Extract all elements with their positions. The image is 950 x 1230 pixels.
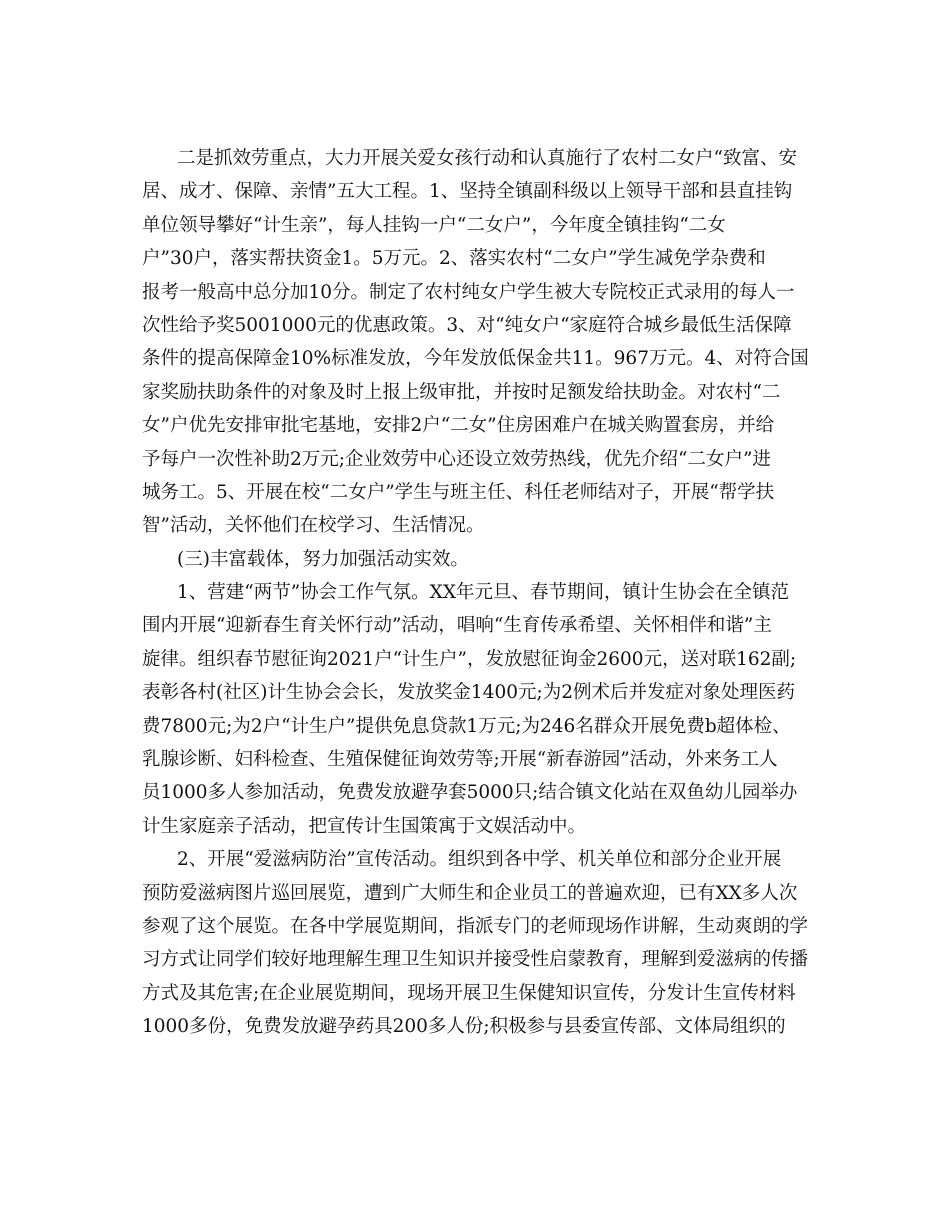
text-line: 1000多份，免费发放避孕药具200多人份;积极参与县委宣传部、文体局组织的 [142,1016,786,1038]
text-line: (三)丰富载体，努力加强活动实效。 [177,548,469,570]
document-body [142,142,817,1044]
text-line: 方式及其危害;在企业展览期间，现场开展卫生保健知识宣传，分发计生宣传材料 [142,982,796,1004]
text-line: 旋律。组织春节慰征询2021户“计生户”，发放慰征询金2600元，送对联162副; [142,648,797,670]
text-line: 次性给予奖5001000元的优惠政策。3、对“纯女户“家庭符合城乡最低生活保障 [142,314,792,336]
text-line: 家奖励扶助条件的对象及时上报上级审批，并按时足额发给扶助金。对农村“二 [142,381,781,403]
text-line: 2、开展“爱滋病防治”宣传活动。组织到各中学、机关单位和部分企业开展 [177,849,782,871]
text-line: 居、成才、保障、亲情”五大工程。1、坚持全镇副科级以上领导干部和县直挂钩 [142,181,793,203]
text-line: 预防爱滋病图片巡回展览，遭到广大师生和企业员工的普遍欢迎，已有XX多人次 [142,882,798,904]
text-line: 智”活动，关怀他们在校学习、生活情况。 [142,515,485,537]
text-line: 城务工。5、开展在校“二女户”学生与班主任、科任老师结对子，开展“帮学扶 [142,481,775,503]
text-line: 员1000多人参加活动，免费发放避孕套5000只;结合镇文化站在双鱼幼儿园举办 [142,782,798,804]
text-line: 习方式让同学们较好地理解生理卫生知识并接受性启蒙教育，理解到爱滋病的传播 [142,949,809,971]
text-line: 计生家庭亲子活动，把宣传计生国策寓于文娱活动中。 [142,815,587,837]
text-line: 单位领导攀好“计生亲”，每人挂钩一户“二女户”，今年度全镇挂钩“二女 [142,214,726,236]
text-line: 条件的提高保障金10%标准发放，今年发放低保金共11。967万元。4、对符合国 [142,348,809,370]
text-line: 表彰各村(社区)计生协会会长，发放奖金1400元;为2例术后并发症对象处理医药 [142,682,796,704]
text-line: 女”户优先安排审批宅基地，安排2户“二女”住房困难户在城关购置套房，并给 [142,415,775,437]
text-line: 1、营建“两节”协会工作气氛。XX年元旦、春节期间，镇计生协会在全镇范 [177,582,790,604]
text-line: 报考一般高中总分加10分。制定了农村纯女户学生被大专院校正式录用的每人一 [142,281,795,303]
text-line: 费7800元;为2户“计生户”提供免息贷款1万元;为246名群众开展免费b超体检、 [142,715,791,737]
text-line: 予每户一次性补助2万元;企业效劳中心还设立效劳热线，优先介绍“二女户”进 [142,448,771,470]
text-line: 围内开展“迎新春生育关怀行动”活动，唱响“生育传承希望、关怀相伴和谐”主 [142,615,772,637]
text-line: 参观了这个展览。在各中学展览期间，指派专门的老师现场作讲解，生动爽朗的学 [142,915,809,937]
text-line: 二是抓效劳重点，大力开展关爱女孩行动和认真施行了农村二女户“致富、安 [177,148,797,169]
text-line: 户”30户，落实帮扶资金1。5万元。2、落实农村“二女户”学生减免学杂费和 [142,248,766,270]
text-line: 乳腺诊断、妇科检查、生殖保健征询效劳等;开展“新春游园”活动，外来务工人 [142,749,778,771]
